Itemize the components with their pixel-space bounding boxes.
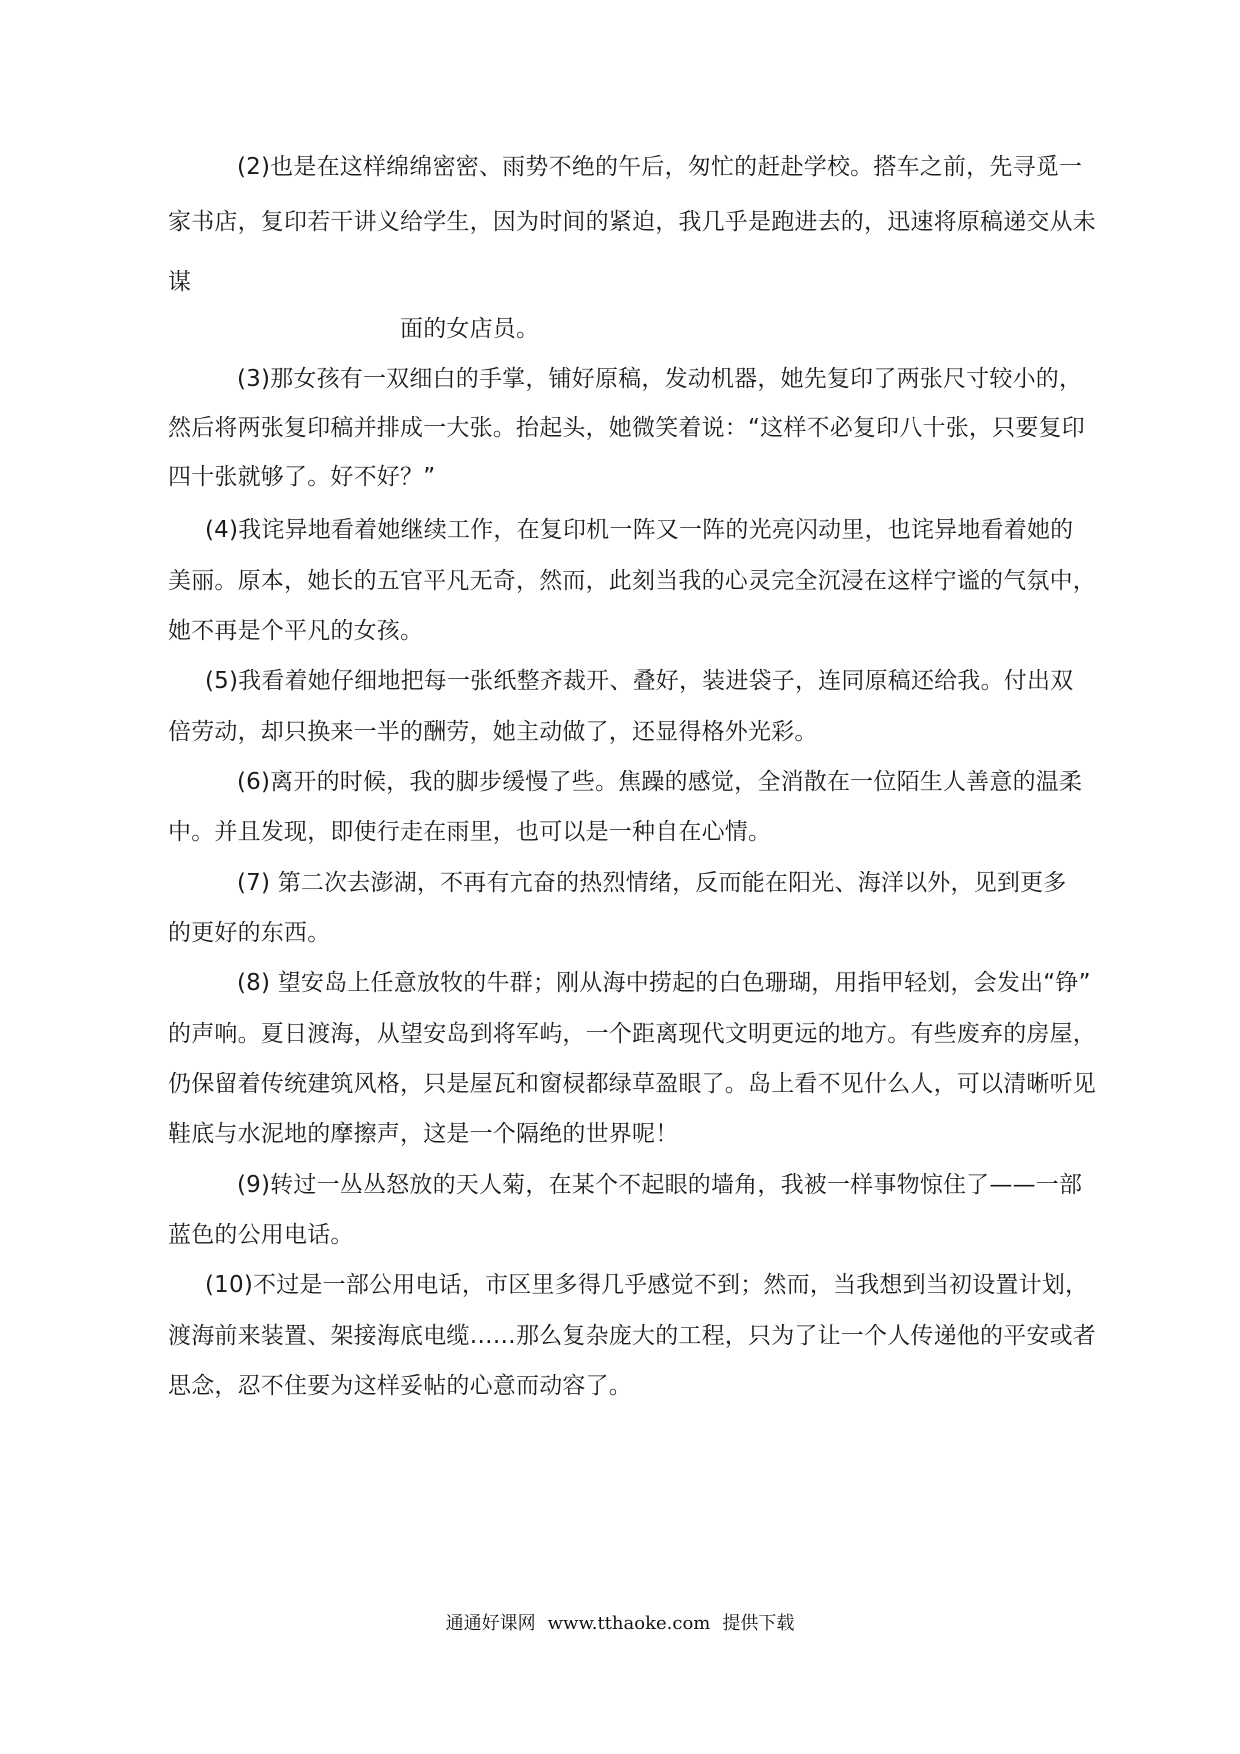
footer-url[interactable]: www.tthaoke.com [547,1613,711,1634]
paragraph-8-line-1: (8) 望安岛上任意放牧的牛群；刚从海中捞起的白色珊瑚，用指甲轻划，会发出“铮” [237,970,1091,996]
paragraph-2-line-3: 谋 [168,269,192,295]
paragraph-7-line-1: (7) 第二次去澎湖，不再有亢奋的热烈情绪，反而能在阳光、海洋以外，见到更多 [237,870,1067,896]
paragraph-3-line-2: 然后将两张复印稿并排成一大张。抬起头，她微笑着说：“这样不必复印八十张，只要复印 [168,415,1085,441]
paragraph-6-line-1: (6)离开的时候，我的脚步缓慢了些。焦躁的感觉，全消散在一位陌生人善意的温柔 [237,769,1083,795]
footer-action: 提供下载 [722,1613,795,1634]
paragraph-8-line-4: 鞋底与水泥地的摩擦声，这是一个隔绝的世界呢！ [168,1121,679,1147]
paragraph-10-line-3: 思念，忍不住要为这样妥帖的心意而动容了。 [168,1373,632,1399]
paragraph-9-line-2: 蓝色的公用电话。 [168,1222,354,1248]
paragraph-3-line-3: 四十张就够了。好不好？” [168,464,436,490]
paragraph-7-line-2: 的更好的东西。 [168,920,331,946]
paragraph-2-line-1: (2)也是在这样绵绵密密、雨势不绝的午后，匆忙的赶赴学校。搭车之前，先寻觅一 [237,154,1083,180]
paragraph-8-line-2: 的声响。夏日渡海，从望安岛到将军屿，一个距离现代文明更远的地方。有些废弃的房屋， [168,1021,1096,1047]
paragraph-10-line-2: 渡海前来装置、架接海底电缆……那么复杂庞大的工程，只为了让一个人传递他的平安或者 [168,1323,1096,1349]
paragraph-9-line-1: (9)转过一丛丛怒放的天人菊，在某个不起眼的墙角，我被一样事物惊住了——一部 [237,1172,1083,1198]
paragraph-6-line-2: 中。并且发现，即使行走在雨里，也可以是一种自在心情。 [168,819,772,845]
paragraph-2-line-2: 家书店，复印若干讲义给学生，因为时间的紧迫，我几乎是跑进去的，迅速将原稿递交从未 [168,209,1096,235]
paragraph-4-line-3: 她不再是个平凡的女孩。 [168,618,424,644]
paragraph-10-line-1: (10)不过是一部公用电话，市区里多得几乎感觉不到；然而，当我想到当初设置计划， [205,1272,1089,1298]
paragraph-5-line-1: (5)我看着她仔细地把每一张纸整齐裁开、叠好，装进袋子，连同原稿还给我。付出双 [205,668,1074,694]
paragraph-8-line-3: 仍保留着传统建筑风格，只是屋瓦和窗棂都绿草盈眼了。岛上看不见什么人，可以清晰听见 [168,1071,1096,1097]
paragraph-5-line-2: 倍劳动，却只换来一半的酬劳，她主动做了，还显得格外光彩。 [168,719,818,745]
paragraph-3-line-1: (3)那女孩有一双细白的手掌，铺好原稿，发动机器，她先复印了两张尺寸较小的， [237,366,1083,392]
paragraph-4-line-2: 美丽。原本，她长的五官平凡无奇，然而，此刻当我的心灵完全沉浸在这样宁谧的气氛中， [168,568,1096,594]
paragraph-4-line-1: (4)我诧异地看着她继续工作，在复印机一阵又一阵的光亮闪动里，也诧异地看着她的 [205,517,1074,543]
page-footer [0,1612,1240,1636]
footer-site-name: 通通好课网 [445,1613,536,1634]
paragraph-2-line-4: 面的女店员。 [400,316,540,342]
